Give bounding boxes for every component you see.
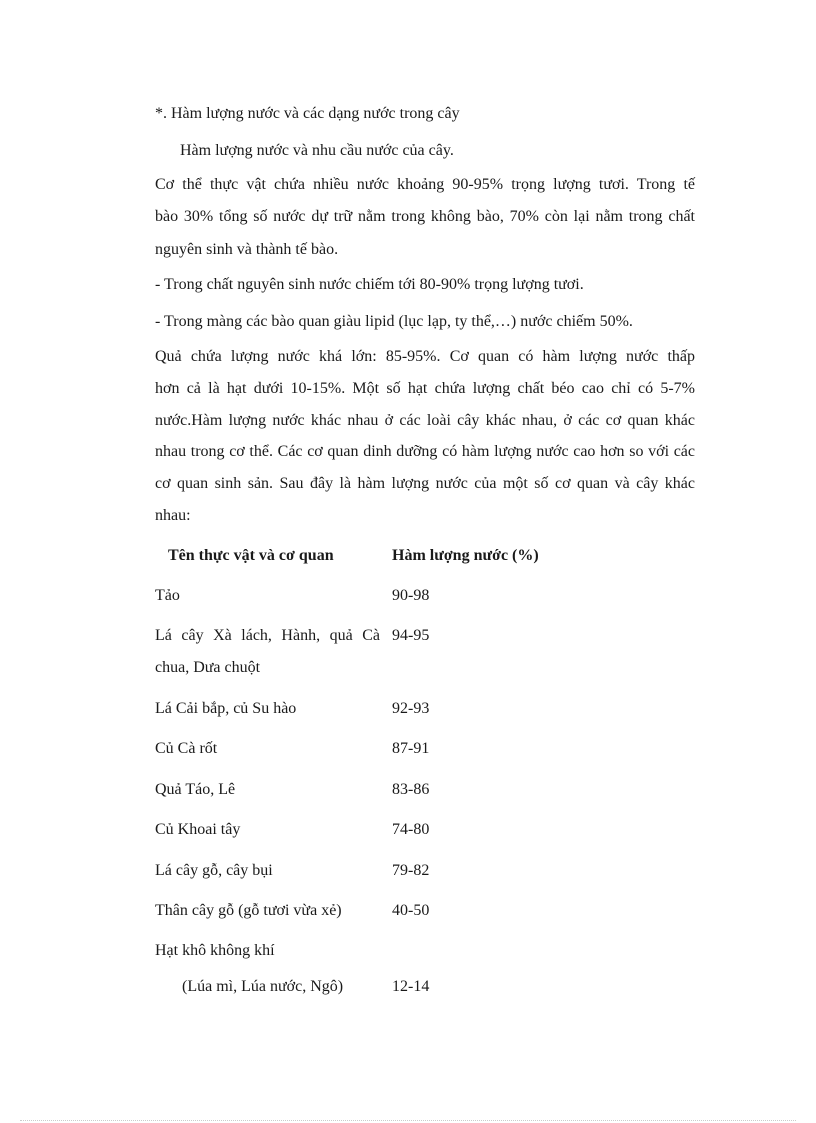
subheading: Hàm lượng nước và nhu cầu nước của cây. — [180, 142, 454, 159]
table-row-name: Quả Táo, Lê — [155, 781, 236, 798]
table-row-value: 83-86 — [392, 781, 430, 798]
paragraph-1-line-3: nguyên sinh và thành tế bào. — [155, 241, 339, 258]
table-row-value: 87-91 — [392, 740, 430, 757]
paragraph-2-line-1: Quả chứa lượng nước khá lớn: 85-95%. Cơ quan có hàm lượng nước thấp — [155, 348, 695, 365]
table-row-name: Tảo — [155, 587, 180, 604]
table-header-name: Tên thực vật và cơ quan — [168, 547, 334, 564]
table-header-value: Hàm lượng nước (%) — [392, 547, 539, 564]
bullet-item-1: - Trong chất nguyên sinh nước chiếm tới 80-90% trọng lượng tươi. — [155, 276, 584, 293]
paragraph-2-line-6: nhau: — [155, 507, 191, 524]
paragraph-2-line-3: nước.Hàm lượng nước khác nhau ở các loài cây khác nhau, ở các cơ quan khác — [155, 412, 695, 429]
table-row-name: Lá cây Xà lách, Hành, quả Cà — [155, 627, 380, 644]
table-row-name: Lá cây gỗ, cây bụi — [155, 862, 273, 879]
table-row-name: Thân cây gỗ (gỗ tươi vừa xẻ) — [155, 902, 342, 919]
table-row-name: Củ Khoai tây — [155, 821, 241, 838]
table-row-value: 79-82 — [392, 862, 430, 879]
table-row-value: 92-93 — [392, 700, 430, 717]
table-row-value: 74-80 — [392, 821, 430, 838]
table-row-value: 12-14 — [392, 978, 430, 995]
table-row-name-continued: chua, Dưa chuột — [155, 659, 261, 676]
table-row-value: 90-98 — [392, 587, 430, 604]
section-heading: *. Hàm lượng nước và các dạng nước trong cây — [155, 105, 460, 122]
table-row-name-continued: (Lúa mì, Lúa nước, Ngô) — [182, 978, 344, 995]
paragraph-2-line-5: cơ quan sinh sản. Sau đây là hàm lượng nước của một số cơ quan và cây khác — [155, 475, 695, 492]
table-row-name: Hạt khô không khí — [155, 942, 275, 959]
paragraph-2-line-4: nhau trong cơ thể. Các cơ quan dinh dưỡng có hàm lượng nước cao hơn so với các — [155, 443, 695, 460]
table-row-value: 40-50 — [392, 902, 430, 919]
table-row-value: 94-95 — [392, 627, 430, 644]
table-row-name: Củ Cà rốt — [155, 740, 218, 757]
paragraph-1-line-2: bào 30% tổng số nước dự trữ nằm trong không bào, 70% còn lại nằm trong chất — [155, 208, 695, 225]
table-row-name: Lá Cải bắp, củ Su hào — [155, 700, 297, 717]
page-bottom-divider — [20, 1120, 796, 1121]
paragraph-2-line-2: hơn cả là hạt dưới 10-15%. Một số hạt chứa lượng chất béo cao chỉ có 5-7% — [155, 380, 695, 397]
paragraph-1-line-1: Cơ thể thực vật chứa nhiều nước khoảng 90-95% trọng lượng tươi. Trong tế — [155, 176, 695, 193]
bullet-item-2: - Trong màng các bào quan giàu lipid (lục lạp, ty thể,…) nước chiếm 50%. — [155, 313, 633, 330]
